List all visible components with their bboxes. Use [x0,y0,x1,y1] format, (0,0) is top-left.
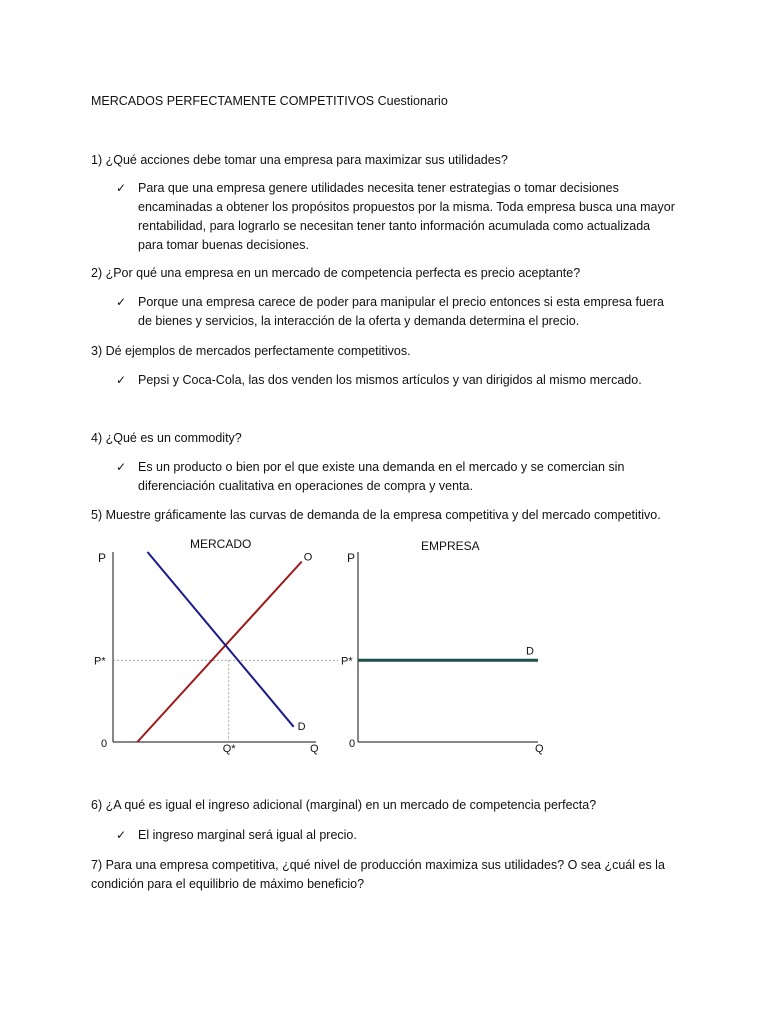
answer-6 [116,826,676,845]
question-7: 7) Para una empresa competitiva, ¿qué nivel de producción maximiza sus utilidades? O sea ¿cuál es la condición para el equilibrio de máximo beneficio? [91,858,665,891]
question-3: 3) Dé ejemplos de mercados perfectamente competitivos. [91,344,411,358]
market-y-axis-label: P [98,551,107,565]
answer-2 [116,293,676,331]
answer-6-text: El ingreso marginal será igual al precio. [138,828,357,842]
firm-y-axis-label: P [347,551,356,565]
check-mark-icon: ✓ [116,373,127,387]
answer-1-text: Para que una empresa genere utilidades necesita tener estrategias o tomar decisiones encaminadas a obtener los propósitos propuestos por la misma. Toda empresa busca una mayor rentabilidad, para lograrlo se necesitan tener tanto información acumulada como actualizada para tomar buenas decisiones. [138,181,675,252]
firm-origin-label: 0 [349,738,356,750]
market-demand-line [148,552,294,727]
firm-p-star-tick: P* [341,655,353,668]
market-origin-label: 0 [101,738,108,750]
question-6: 6) ¿A qué es igual el ingreso adicional (marginal) en un mercado de competencia perfecta? [91,798,597,812]
check-mark-icon: ✓ [116,828,127,842]
market-supply-line [137,562,301,743]
firm-chart [341,539,544,755]
check-mark-icon: ✓ [116,295,127,309]
firm-x-axis-label: Q [535,743,544,755]
answer-3-text: Pepsi y Coca-Cola, las dos venden los mismos artículos y van dirigidos al mismo mercado. [138,373,642,387]
question-4: 4) ¿Qué es un commodity? [91,431,242,445]
answer-1 [116,179,676,255]
market-chart-title: MERCADO [190,537,252,551]
question-2: 2) ¿Por qué una empresa en un mercado de competencia perfecta es precio aceptante? [91,266,581,280]
firm-chart-title: EMPRESA [421,539,480,553]
answer-4 [116,458,676,496]
supply-demand-figures [0,530,768,770]
document-title: MERCADOS PERFECTAMENTE COMPETITIVOS Cuestionario [91,94,448,108]
question-1: 1) ¿Qué acciones debe tomar una empresa para maximizar sus utilidades? [91,153,508,167]
answer-4-text: Es un producto o bien por el que existe una demanda en el mercado y se comercian sin diferenciación cualitativa en operaciones de compra y venta. [138,460,625,493]
market-chart [94,537,338,755]
question-5: 5) Muestre gráficamente las curvas de demanda de la empresa competitiva y del mercado competitivo. [91,508,661,522]
market-supply-label: O [303,551,313,564]
answer-2-text: Porque una empresa carece de poder para manipular el precio entonces si esta empresa fuera de bienes y servicios, la interacción de la oferta y demanda determina el precio. [138,295,665,328]
market-x-axis-label: Q [310,743,319,755]
market-demand-label: D [297,720,306,733]
market-q-star-tick: Q* [222,743,236,755]
firm-demand-label: D [526,645,534,658]
answer-3 [116,371,676,390]
market-p-star-tick: P* [94,655,106,668]
check-mark-icon: ✓ [116,460,127,474]
check-mark-icon: ✓ [116,181,127,195]
